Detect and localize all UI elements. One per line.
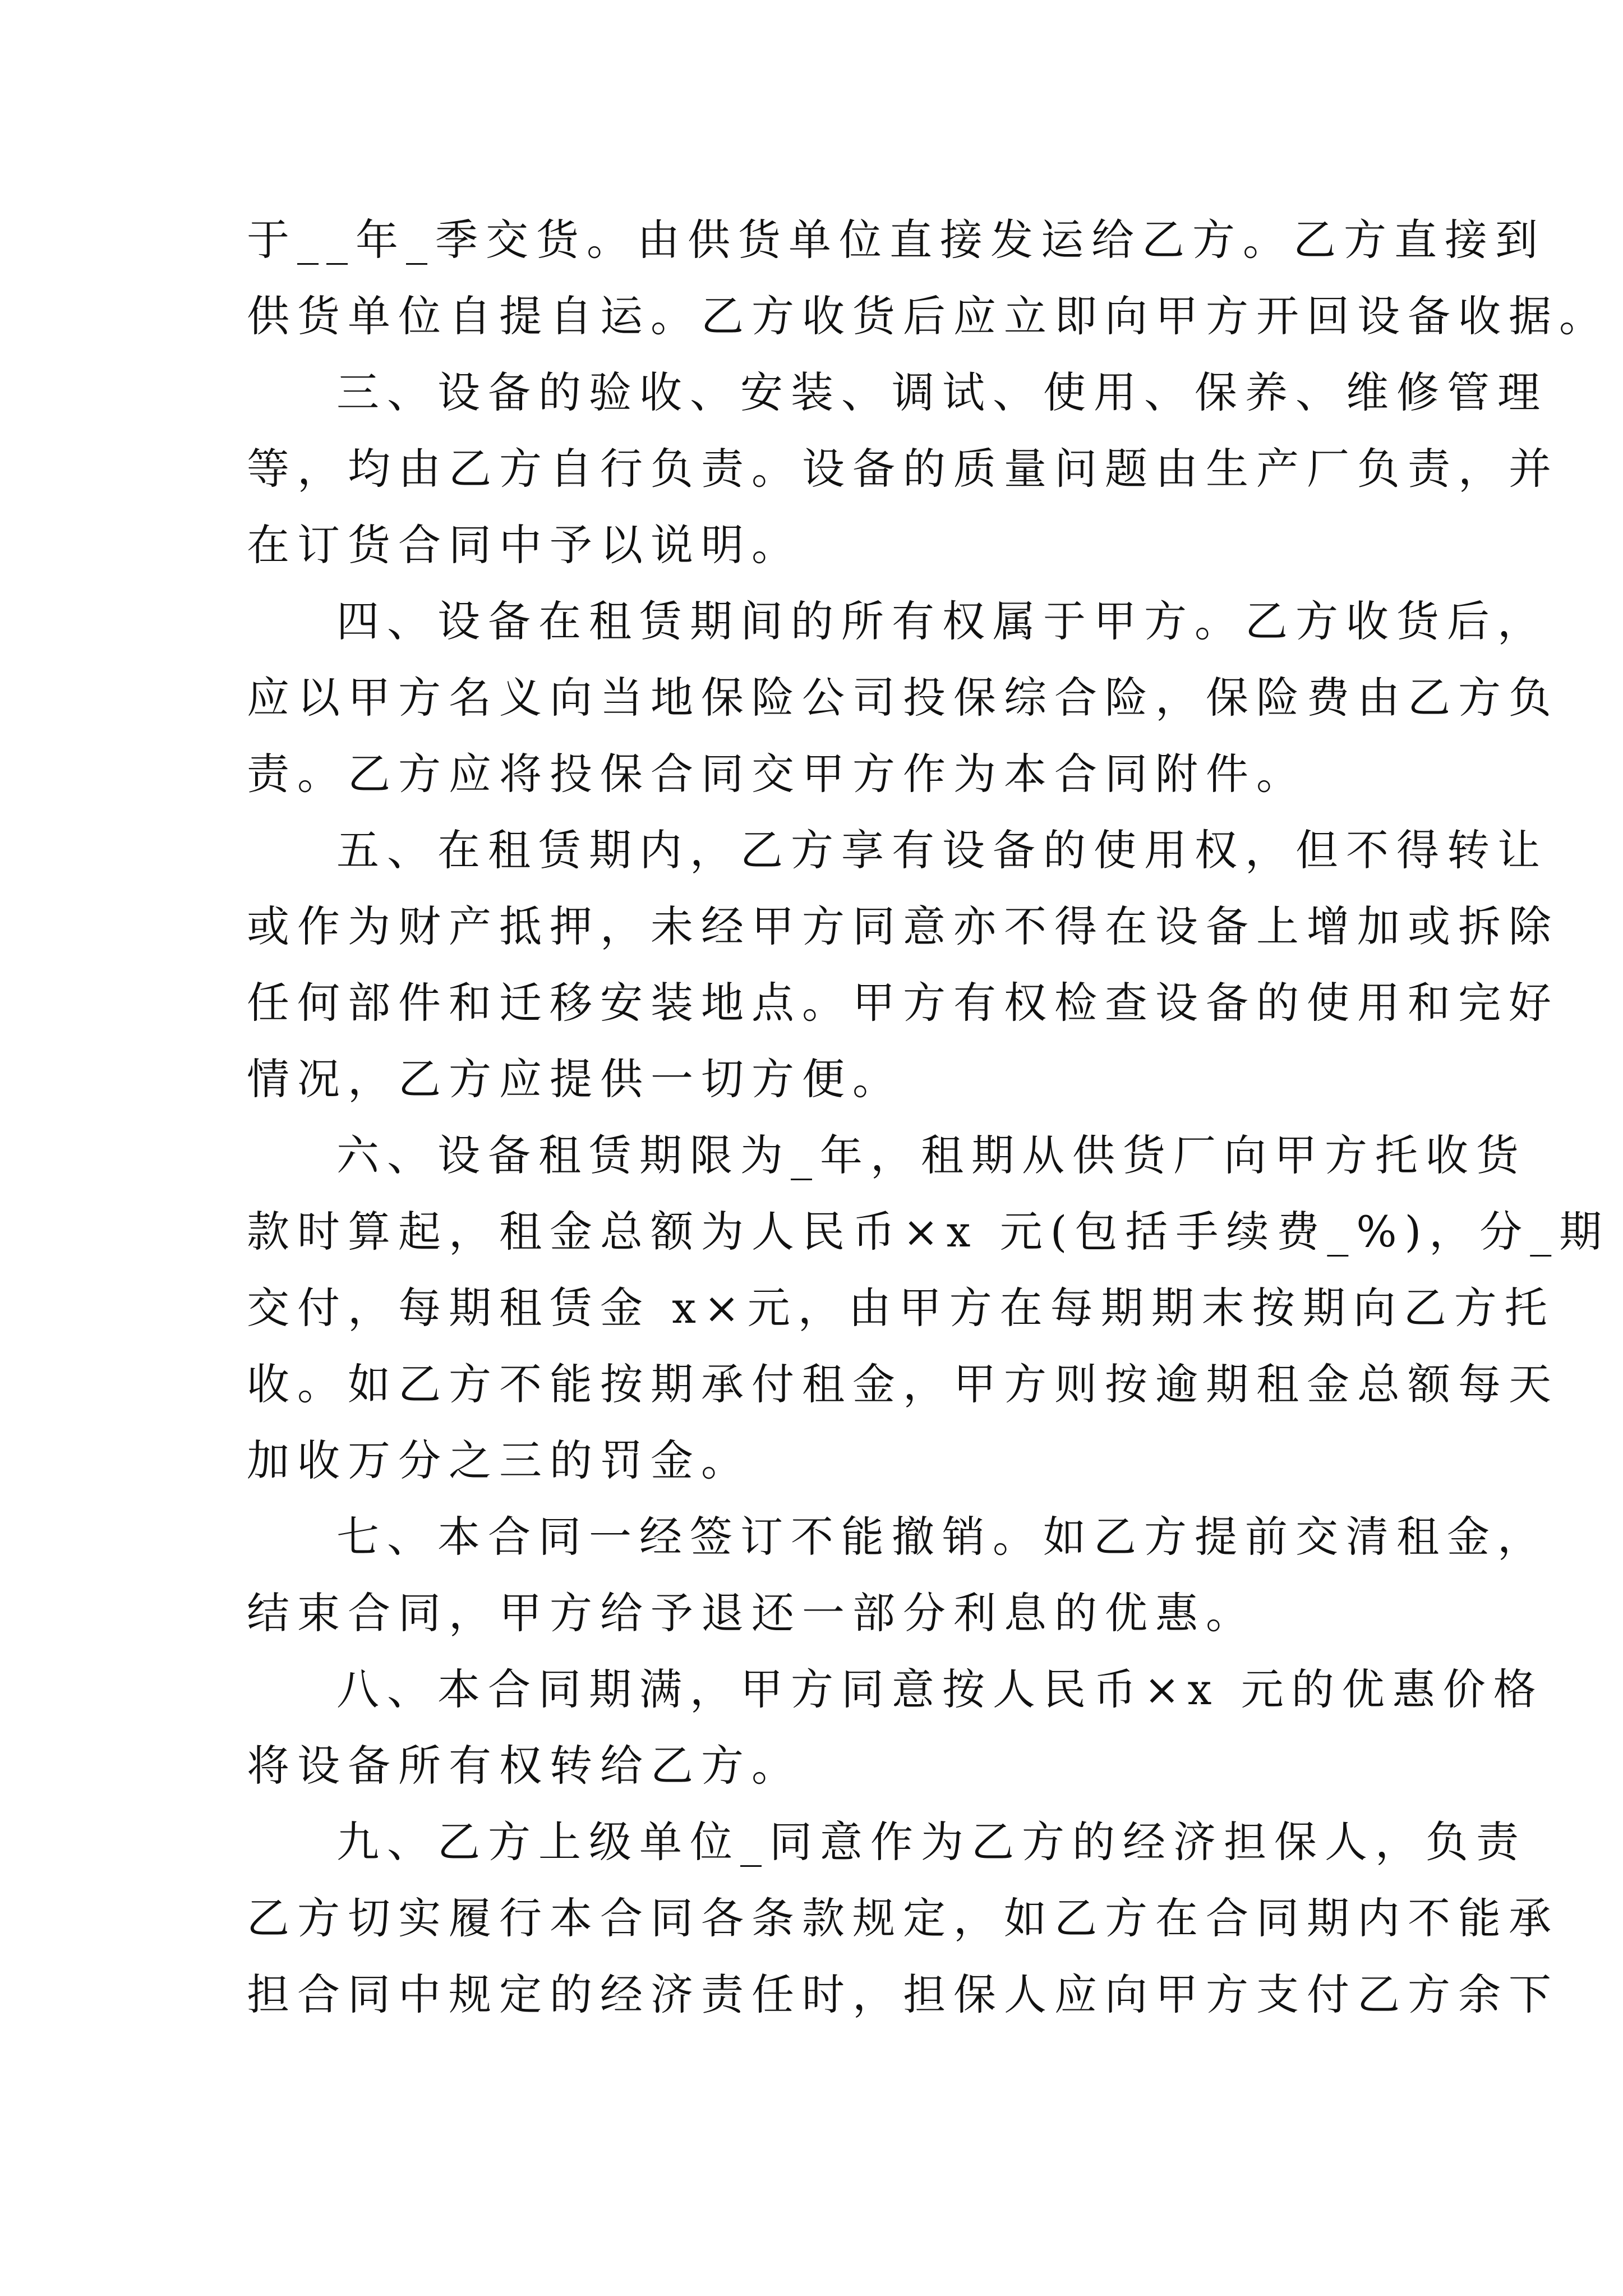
text-line: 收。如乙方不能按期承付租金，甲方则按逾期租金总额每天 xyxy=(247,1359,1559,1409)
text-line: 或作为财产抵押，未经甲方同意亦不得在设备上增加或拆除 xyxy=(247,901,1559,951)
clause-7-first-line: 七、本合同一经签订不能撤销。如乙方提前交清租金， xyxy=(336,1512,1548,1562)
clause-8-first-line: 八、本合同期满，甲方同意按人民币×x 元的优惠价格 xyxy=(336,1664,1544,1714)
text-line: 于__年_季交货。由供货单位直接发运给乙方。乙方直接到 xyxy=(247,215,1546,265)
text-line: 情况，乙方应提供一切方便。 xyxy=(247,1054,903,1104)
clause-6-first-line: 六、设备租赁期限为_年，租期从供货厂向甲方托收货 xyxy=(336,1130,1527,1180)
text-line: 供货单位自提自运。乙方收货后应立即向甲方开回设备收据。 xyxy=(247,291,1610,341)
text-line: 责。乙方应将投保合同交甲方作为本合同附件。 xyxy=(247,749,1307,799)
text-line: 款时算起，租金总额为人民币×x 元(包括手续费_%)，分_期 xyxy=(247,1207,1610,1257)
clause-5-first-line: 五、在租赁期内，乙方享有设备的使用权，但不得转让 xyxy=(336,825,1548,875)
text-line: 在订货合同中予以说明。 xyxy=(247,520,802,570)
text-line: 任何部件和迁移安装地点。甲方有权检查设备的使用和完好 xyxy=(247,978,1559,1028)
text-line: 乙方切实履行本合同各条款规定，如乙方在合同期内不能承 xyxy=(247,1893,1559,1943)
clause-9-first-line: 九、乙方上级单位_同意作为乙方的经济担保人，负责 xyxy=(336,1817,1527,1867)
text-line: 将设备所有权转给乙方。 xyxy=(247,1741,802,1791)
contract-body xyxy=(247,202,1610,2033)
text-line: 交付，每期租赁金 x×元，由甲方在每期期末按期向乙方托 xyxy=(247,1283,1555,1333)
text-line: 等，均由乙方自行负责。设备的质量问题由生产厂负责，并 xyxy=(247,444,1559,494)
text-line: 加收万分之三的罚金。 xyxy=(247,1435,751,1485)
text-line: 应以甲方名义向当地保险公司投保综合险，保险费由乙方负 xyxy=(247,673,1559,723)
clause-4-first-line: 四、设备在租赁期间的所有权属于甲方。乙方收货后， xyxy=(336,596,1548,646)
text-line: 结束合同，甲方给予退还一部分利息的优惠。 xyxy=(247,1588,1256,1638)
text-line: 担合同中规定的经济责任时，担保人应向甲方支付乙方余下 xyxy=(247,1970,1559,2019)
clause-3-first-line: 三、设备的验收、安装、调试、使用、保养、维修管理 xyxy=(336,367,1548,417)
